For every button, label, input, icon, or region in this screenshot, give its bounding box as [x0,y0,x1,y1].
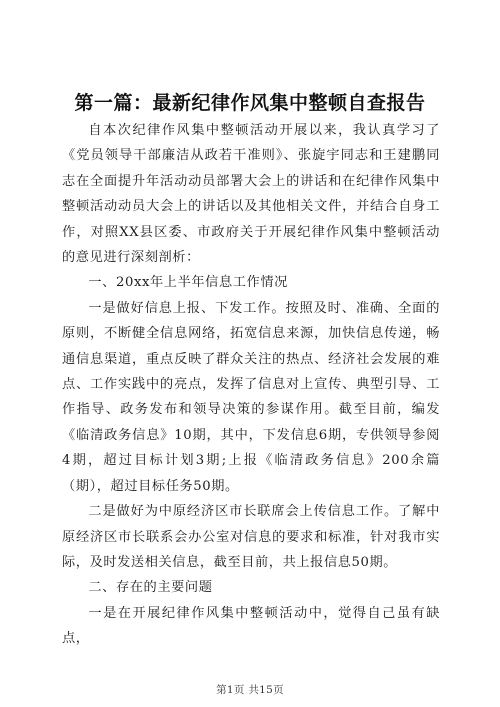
document-title: 第一篇：最新纪律作风集中整顿自查报告 [74,92,426,114]
paragraph-problem-one: 一是在开展纪律作风集中整顿活动中，觉得自己虽有缺点， [62,605,440,647]
section-heading-problems: 二、存在的主要问题 [88,580,213,596]
page-number-footer: 第1页 共15页 [216,684,284,696]
document-body [62,118,440,652]
paragraph-info-report: 一是做好信息上报、下发工作。按照及时、准确、全面的原则，不断健全信息网络，拓宽信息来源，加快信息传递，畅通信息渠道，重点反映了群众关注的热点、经济社会发展的难点、工作实践中的亮点，发挥了信息对上宣传、典型引导、工作指导、政务发布和领导决策的参谋作用。截至目前，编发《临清政务信息》10期，其中，下发信息6期，专供领导参阅4期，超过目标计划3期;上报《临清政务信息》200余篇（期），超过目标任务50期。 [62,300,440,494]
section-heading-info-work: 一、20xx年上半年信息工作情况 [88,275,288,291]
paragraph-intro: 自本次纪律作风集中整顿活动开展以来，我认真学习了《党员领导干部廉洁从政若干准则》、张旋宇同志和王建鹏同志在全面提升年活动动员部署大会上的讲话和在纪律作风集中整顿活动动员大会上的讲话以及其他相关文件，并结合自身工作，对照XX县区委、市政府关于开展纪律作风集中整顿活动的意见进行深刻剖析： [62,123,440,266]
paragraph-mayor-meeting: 二是做好为中原经济区市长联席会上传信息工作。了解中原经济区市长联系会办公室对信息的要求和标准，针对我市实际，及时发送相关信息，截至目前，共上报信息50期。 [62,504,440,570]
